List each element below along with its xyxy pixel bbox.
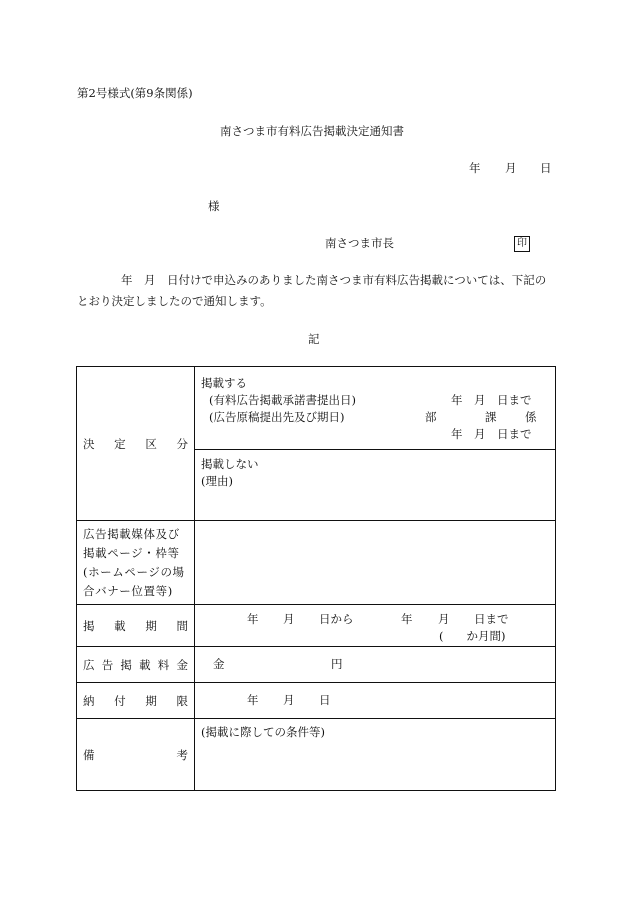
deadline-label [77,683,195,719]
period-to-month: 月 [438,612,450,626]
period-months: ( か月間) [439,629,506,643]
not-publish-cell [195,450,556,521]
decision-table [76,366,556,791]
media-cell [195,521,556,605]
date-day: 日 [540,161,552,175]
fee-unit: 円 [331,657,343,671]
media-label-text: 広告掲載媒体及び掲載ページ・枠等(ホームページの場合バナー位置等) [83,526,185,598]
publish-line1-date: 年 月 日まで [451,393,532,407]
media-label [77,521,195,605]
not-publish-reason: (理由) [201,474,233,488]
dept-bu: 部 [425,410,437,424]
decision-label [77,367,195,521]
document-title: 南さつま市有料広告掲載決定通知書 [220,124,404,138]
remarks-note: (掲載に際しての条件等) [201,725,325,739]
fee-label [77,647,195,683]
notice-paragraph: 年 月 日付けで申込みのありました南さつま市有料広告掲載については、下記のとおり決定しましたので通知します。 [77,273,547,308]
deadline-day: 日 [319,693,331,707]
period-from-day: 日から [319,612,354,626]
fee-label-text: 広 告 掲 載 料 金 [83,657,188,672]
form-number: 第2号様式(第9条関係) [77,86,193,100]
deadline-cell [195,683,556,719]
remarks-label [77,719,195,791]
deadline-year: 年 [247,693,259,707]
publish-line1: (有料広告掲載承諾書提出日) [209,393,356,407]
publish-line2: (広告原稿提出先及び期日) [209,410,345,424]
publish-cell [195,367,556,450]
period-to-day: 日まで [474,612,509,626]
period-label-text: 掲 載 期 間 [83,618,188,633]
seal-mark: 印 [514,236,530,252]
dept-kakari: 係 [525,410,537,424]
period-from-year: 年 [247,612,259,626]
date-month: 月 [505,161,517,175]
period-from-month: 月 [283,612,295,626]
ki-heading: 記 [308,332,320,346]
period-to-year: 年 [401,612,413,626]
dept-ka: 課 [485,410,497,424]
fee-prefix: 金 [213,657,225,671]
deadline-label-text: 納 付 期 限 [83,693,188,708]
remarks-label-text: 備 考 [83,747,188,762]
remarks-cell [195,719,556,791]
period-cell [195,605,556,647]
decision-label-text: 決 定 区 分 [83,436,188,451]
not-publish-heading: 掲載しない [201,457,259,471]
deadline-month: 月 [283,693,295,707]
publish-heading: 掲載する [201,376,247,390]
recipient-suffix: 様 [208,199,220,213]
date-year: 年 [469,161,481,175]
publish-line3-date: 年 月 日まで [451,427,532,441]
fee-cell [195,647,556,683]
period-label [77,605,195,647]
issuer-name: 南さつま市長 [325,236,394,250]
